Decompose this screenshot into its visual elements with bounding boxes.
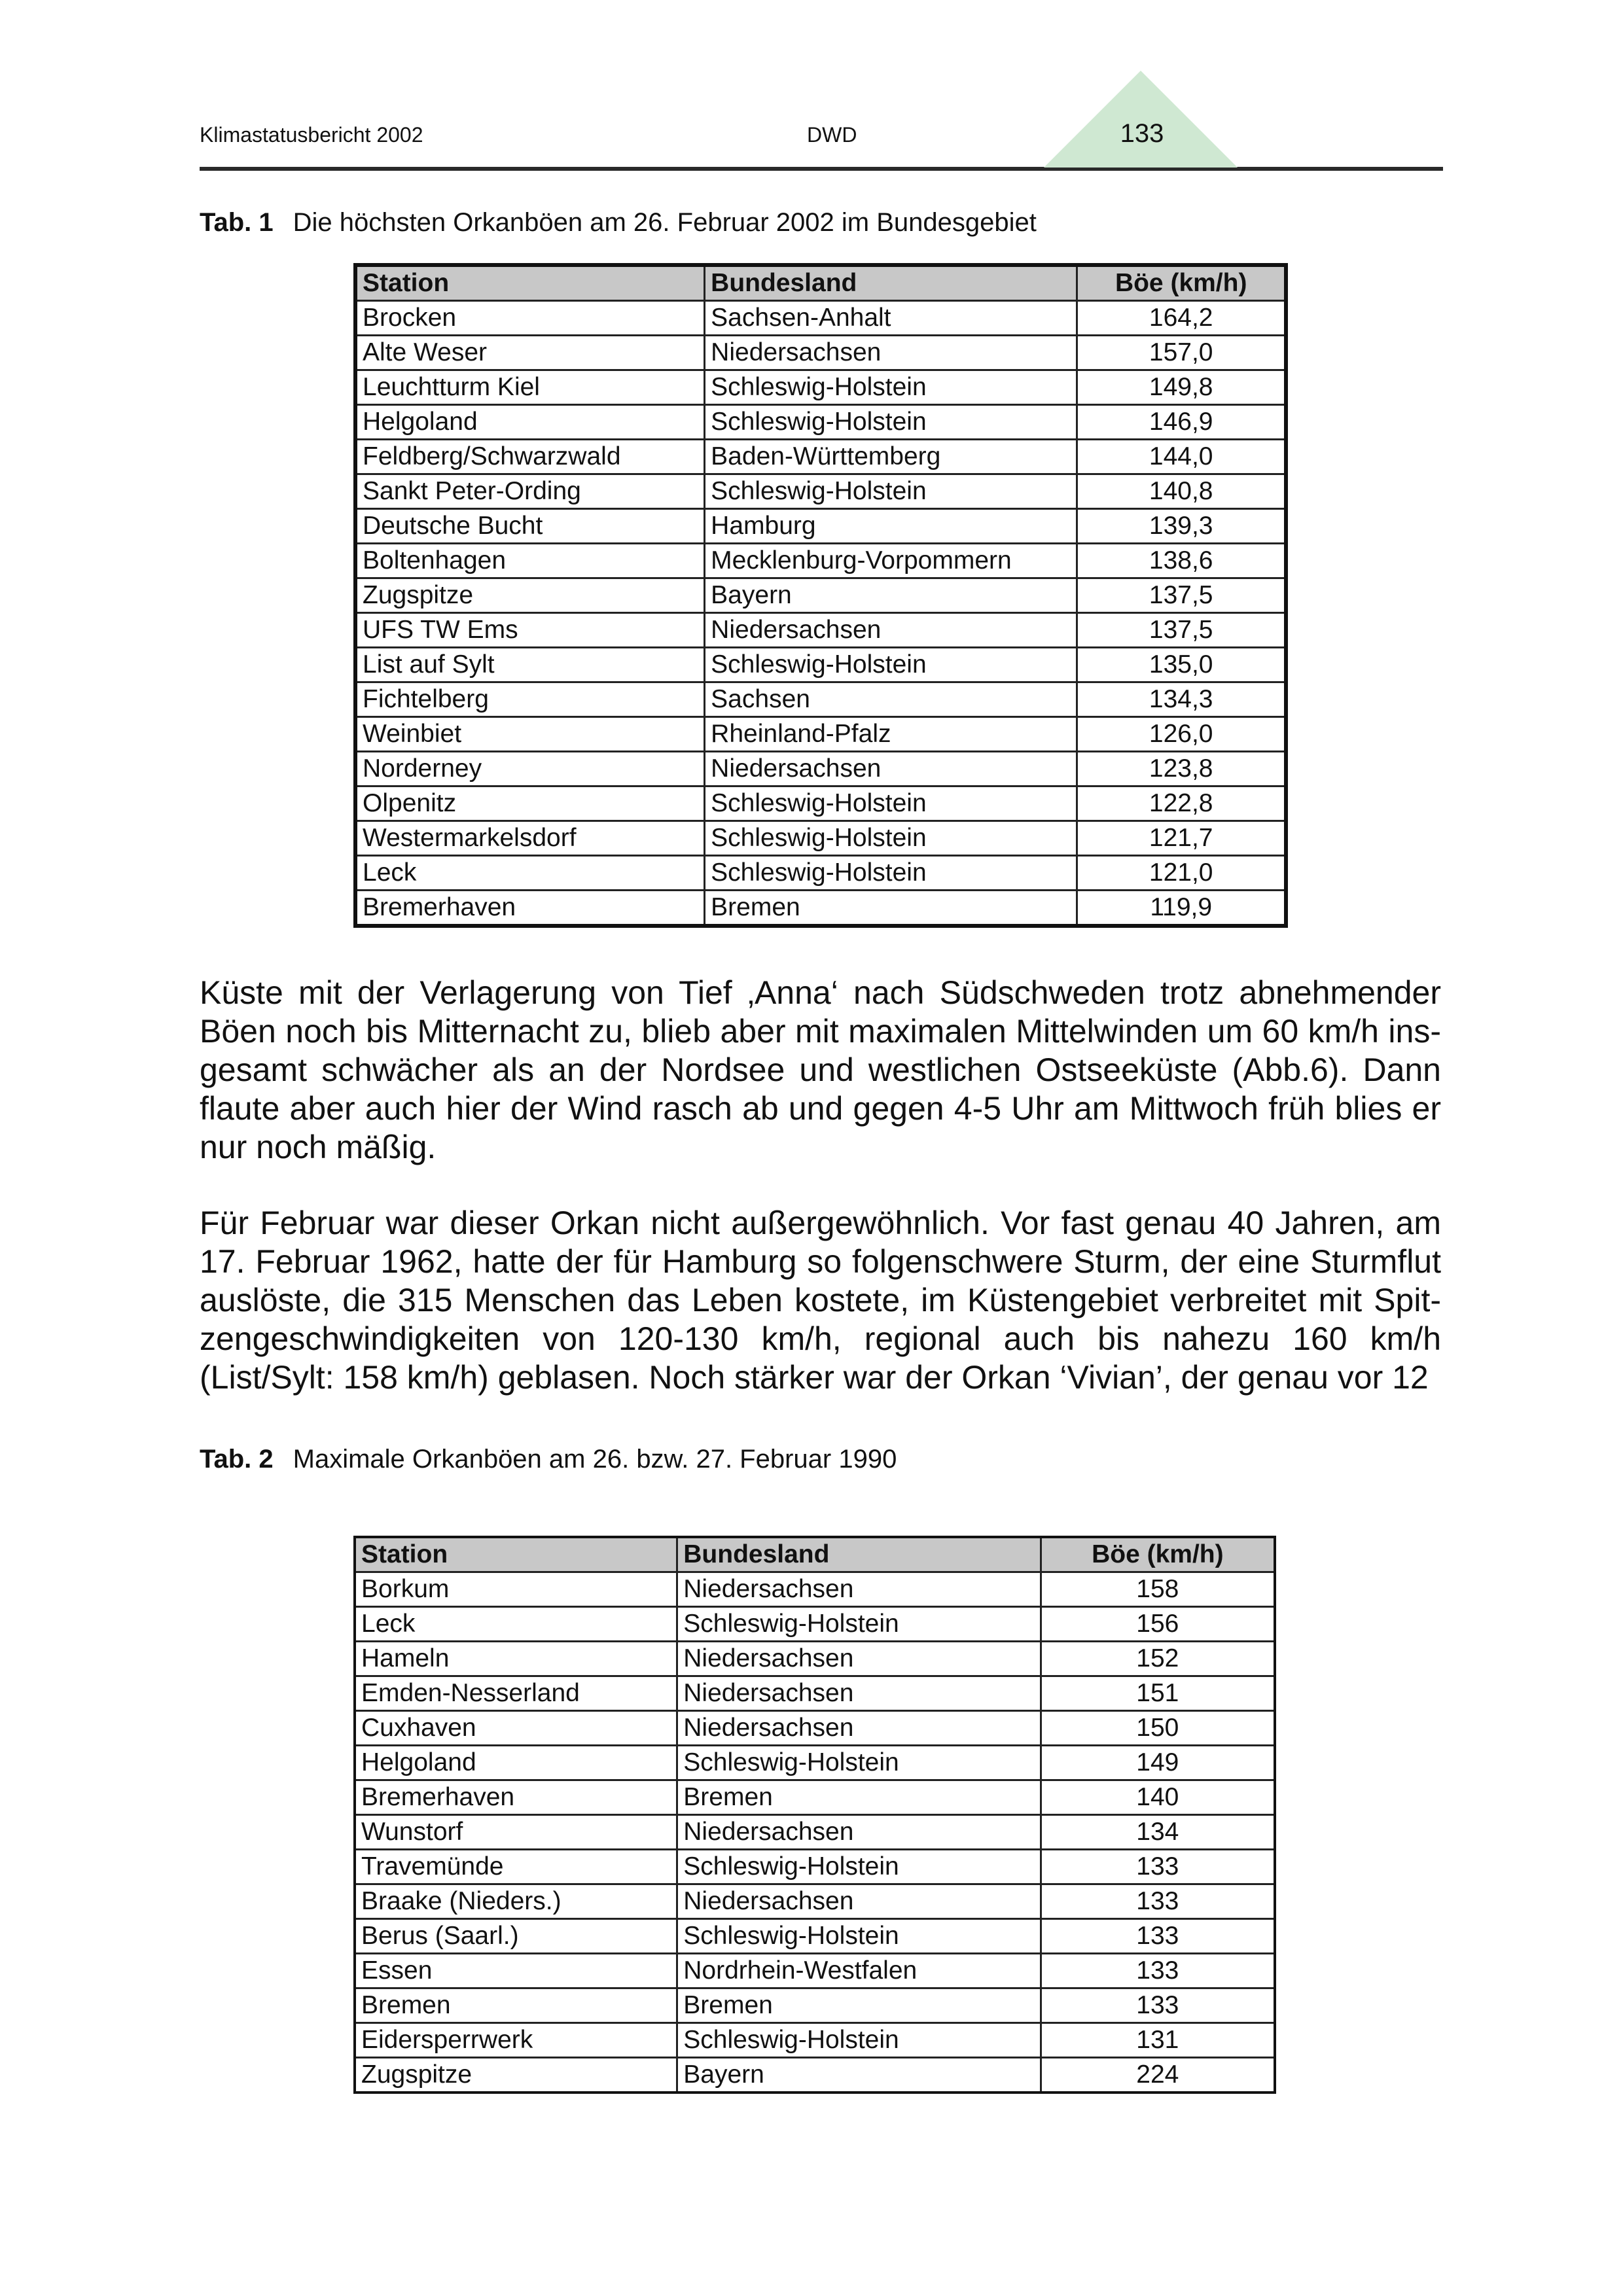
- cell-boee: 121,7: [1077, 821, 1286, 856]
- cell-bundesland: Schleswig-Holstein: [677, 1746, 1041, 1780]
- cell-station: Alte Weser: [355, 336, 705, 370]
- cell-boee: 134: [1041, 1815, 1275, 1850]
- cell-bundesland: Rheinland-Pfalz: [705, 717, 1077, 752]
- table-row: [355, 301, 1286, 336]
- table-row: [355, 1642, 1275, 1676]
- cell-bundesland: Sachsen-Anhalt: [705, 301, 1077, 336]
- cell-bundesland: Schleswig-Holstein: [705, 370, 1077, 405]
- cell-station: UFS TW Ems: [355, 613, 705, 648]
- cell-boee: 144,0: [1077, 440, 1286, 474]
- table1-caption-number: Tab. 1: [200, 208, 274, 237]
- table-row: [355, 1850, 1275, 1884]
- cell-bundesland: Schleswig-Holstein: [705, 786, 1077, 821]
- cell-bundesland: Baden-Württemberg: [705, 440, 1077, 474]
- cell-station: List auf Sylt: [355, 648, 705, 682]
- cell-bundesland: Bremen: [677, 1988, 1041, 2023]
- cell-station: Zugspitze: [355, 578, 705, 613]
- cell-station: Olpenitz: [355, 786, 705, 821]
- table-row: [355, 1954, 1275, 1988]
- table-row: [355, 752, 1286, 786]
- cell-station: Essen: [355, 1954, 677, 1988]
- table-row: [355, 370, 1286, 405]
- cell-bundesland: Schleswig-Holstein: [705, 405, 1077, 440]
- table-row: [355, 648, 1286, 682]
- cell-boee: 137,5: [1077, 578, 1286, 613]
- cell-boee: 119,9: [1077, 891, 1286, 927]
- cell-bundesland: Hamburg: [705, 509, 1077, 544]
- column-header-bundesland: Bundesland: [705, 265, 1077, 301]
- cell-bundesland: Niedersachsen: [677, 1815, 1041, 1850]
- table-row: [355, 786, 1286, 821]
- table1-body: [355, 301, 1286, 927]
- cell-boee: 133: [1041, 1954, 1275, 1988]
- cell-bundesland: Niedersachsen: [705, 336, 1077, 370]
- table-row: [355, 613, 1286, 648]
- cell-boee: 133: [1041, 1884, 1275, 1919]
- cell-bundesland: Schleswig-Holstein: [677, 1919, 1041, 1954]
- cell-boee: 151: [1041, 1676, 1275, 1711]
- cell-station: Leuchtturm Kiel: [355, 370, 705, 405]
- cell-boee: 140: [1041, 1780, 1275, 1815]
- table-header-row: [355, 265, 1286, 301]
- table-row: [355, 1919, 1275, 1954]
- cell-station: Hameln: [355, 1642, 677, 1676]
- table-row: [355, 336, 1286, 370]
- cell-boee: 146,9: [1077, 405, 1286, 440]
- table-row: [355, 1607, 1275, 1642]
- table2-caption-number: Tab. 2: [200, 1445, 274, 1474]
- table2-caption: [200, 1445, 897, 1474]
- table2-body: [355, 1572, 1275, 2093]
- cell-station: Sankt Peter-Ording: [355, 474, 705, 509]
- cell-bundesland: Schleswig-Holstein: [677, 2023, 1041, 2058]
- table-row: [355, 1711, 1275, 1746]
- column-header-station: Station: [355, 265, 705, 301]
- body-paragraph-2: Für Februar war dieser Orkan nicht außergewöhnlich. Vor fast genau 40 Jahren, am 17. Februar 1962, hatte der für Hamburg so folgenschwere Sturm, der eine Sturmflut auslöste, die 315 Menschen das Leben kostete, im Küstengebiet verbreitet mit Spitzengeschwindigkeiten von 120-130 km/h, regional auch bis nahezu 160 km/h (List/Sylt: 158 km/h) geblasen. Noch stärker war der Orkan ‘Vivian’, der genau vor 12: [200, 1205, 1441, 1396]
- cell-bundesland: Bremen: [705, 891, 1077, 927]
- cell-boee: 149: [1041, 1746, 1275, 1780]
- cell-station: Emden-Nesserland: [355, 1676, 677, 1711]
- cell-bundesland: Niedersachsen: [677, 1572, 1041, 1607]
- table-row: [355, 1746, 1275, 1780]
- cell-boee: 135,0: [1077, 648, 1286, 682]
- cell-boee: 158: [1041, 1572, 1275, 1607]
- cell-station: Norderney: [355, 752, 705, 786]
- table1-caption-text: Die höchsten Orkanböen am 26. Februar 2002 im Bundesgebiet: [293, 208, 1037, 237]
- cell-boee: 133: [1041, 1919, 1275, 1954]
- table1-orkanboeen-2002: [353, 263, 1288, 928]
- cell-boee: 133: [1041, 1988, 1275, 2023]
- cell-bundesland: Niedersachsen: [705, 752, 1077, 786]
- cell-station: Leck: [355, 1607, 677, 1642]
- cell-station: Bremen: [355, 1988, 677, 2023]
- cell-station: Brocken: [355, 301, 705, 336]
- cell-station: Westermarkelsdorf: [355, 821, 705, 856]
- cell-boee: 152: [1041, 1642, 1275, 1676]
- cell-boee: 139,3: [1077, 509, 1286, 544]
- cell-bundesland: Niedersachsen: [677, 1642, 1041, 1676]
- table1-caption: [200, 208, 1037, 238]
- cell-boee: 121,0: [1077, 856, 1286, 891]
- cell-bundesland: Schleswig-Holstein: [705, 856, 1077, 891]
- table-row: [355, 717, 1286, 752]
- table-row: [355, 682, 1286, 717]
- cell-station: Travemünde: [355, 1850, 677, 1884]
- table-row: [355, 509, 1286, 544]
- cell-station: Bremerhaven: [355, 891, 705, 927]
- cell-station: Berus (Saarl.): [355, 1919, 677, 1954]
- cell-boee: 137,5: [1077, 613, 1286, 648]
- cell-boee: 224: [1041, 2058, 1275, 2093]
- report-title: Klimastatusbericht 2002: [200, 123, 423, 147]
- table-row: [355, 821, 1286, 856]
- table2-caption-text: Maximale Orkanböen am 26. bzw. 27. Februar 1990: [293, 1445, 897, 1474]
- cell-station: Borkum: [355, 1572, 677, 1607]
- cell-station: Bremerhaven: [355, 1780, 677, 1815]
- cell-bundesland: Bremen: [677, 1780, 1041, 1815]
- cell-bundesland: Bayern: [705, 578, 1077, 613]
- cell-bundesland: Mecklenburg-Vorpommern: [705, 544, 1077, 578]
- table-row: [355, 1815, 1275, 1850]
- cell-bundesland: Schleswig-Holstein: [705, 648, 1077, 682]
- column-header-boee: Böe (km/h): [1077, 265, 1286, 301]
- cell-station: Weinbiet: [355, 717, 705, 752]
- cell-station: Boltenhagen: [355, 544, 705, 578]
- table-row: [355, 474, 1286, 509]
- table-row: [355, 405, 1286, 440]
- table-row: [355, 1780, 1275, 1815]
- cell-station: Helgoland: [355, 1746, 677, 1780]
- cell-boee: 123,8: [1077, 752, 1286, 786]
- cell-bundesland: Sachsen: [705, 682, 1077, 717]
- cell-boee: 131: [1041, 2023, 1275, 2058]
- table-row: [355, 891, 1286, 927]
- table-row: [355, 1884, 1275, 1919]
- table-row: [355, 440, 1286, 474]
- page-header: [200, 0, 1443, 171]
- cell-bundesland: Niedersachsen: [677, 1711, 1041, 1746]
- cell-boee: 164,2: [1077, 301, 1286, 336]
- cell-station: Deutsche Bucht: [355, 509, 705, 544]
- cell-bundesland: Schleswig-Holstein: [677, 1850, 1041, 1884]
- cell-boee: 140,8: [1077, 474, 1286, 509]
- publisher-label: DWD: [807, 123, 857, 147]
- header-rule: [200, 167, 1443, 171]
- body-paragraph-1: Küste mit der Verlagerung von Tief ‚Anna‘ nach Südschweden trotz abnehmender Böen noch bis Mitternacht zu, blieb aber mit maximalen Mittelwinden um 60 km/h insgesamt schwächer als an der Nordsee und westlichen Ostseeküste (Abb.6). Dann flaute aber auch hier der Wind rasch ab und gegen 4-5 Uhr am Mittwoch früh blies er nur noch mäßig.: [200, 974, 1441, 1165]
- cell-station: Eidersperrwerk: [355, 2023, 677, 2058]
- cell-boee: 134,3: [1077, 682, 1286, 717]
- cell-station: Cuxhaven: [355, 1711, 677, 1746]
- table-header-row: [355, 1537, 1275, 1572]
- cell-bundesland: Schleswig-Holstein: [677, 1607, 1041, 1642]
- cell-boee: 133: [1041, 1850, 1275, 1884]
- cell-bundesland: Schleswig-Holstein: [705, 821, 1077, 856]
- table-row: [355, 1676, 1275, 1711]
- column-header-boee: Böe (km/h): [1041, 1537, 1275, 1572]
- cell-bundesland: Schleswig-Holstein: [705, 474, 1077, 509]
- cell-station: Fichtelberg: [355, 682, 705, 717]
- table-row: [355, 2058, 1275, 2093]
- cell-station: Feldberg/Schwarzwald: [355, 440, 705, 474]
- cell-boee: 149,8: [1077, 370, 1286, 405]
- table2-orkanboeen-1990: [353, 1536, 1276, 2094]
- cell-station: Helgoland: [355, 405, 705, 440]
- column-header-bundesland: Bundesland: [677, 1537, 1041, 1572]
- table-row: [355, 1572, 1275, 1607]
- table-row: [355, 856, 1286, 891]
- cell-station: Leck: [355, 856, 705, 891]
- table-row: [355, 2023, 1275, 2058]
- cell-boee: 157,0: [1077, 336, 1286, 370]
- table-row: [355, 1988, 1275, 2023]
- cell-boee: 126,0: [1077, 717, 1286, 752]
- cell-boee: 150: [1041, 1711, 1275, 1746]
- column-header-station: Station: [355, 1537, 677, 1572]
- cell-bundesland: Niedersachsen: [705, 613, 1077, 648]
- cell-station: Wunstorf: [355, 1815, 677, 1850]
- page-number: 133: [1120, 119, 1164, 148]
- cell-boee: 122,8: [1077, 786, 1286, 821]
- cell-station: Zugspitze: [355, 2058, 677, 2093]
- cell-boee: 138,6: [1077, 544, 1286, 578]
- cell-bundesland: Nordrhein-Westfalen: [677, 1954, 1041, 1988]
- cell-boee: 156: [1041, 1607, 1275, 1642]
- table-row: [355, 578, 1286, 613]
- cell-bundesland: Bayern: [677, 2058, 1041, 2093]
- cell-station: Braake (Nieders.): [355, 1884, 677, 1919]
- cell-bundesland: Niedersachsen: [677, 1884, 1041, 1919]
- cell-bundesland: Niedersachsen: [677, 1676, 1041, 1711]
- table-row: [355, 544, 1286, 578]
